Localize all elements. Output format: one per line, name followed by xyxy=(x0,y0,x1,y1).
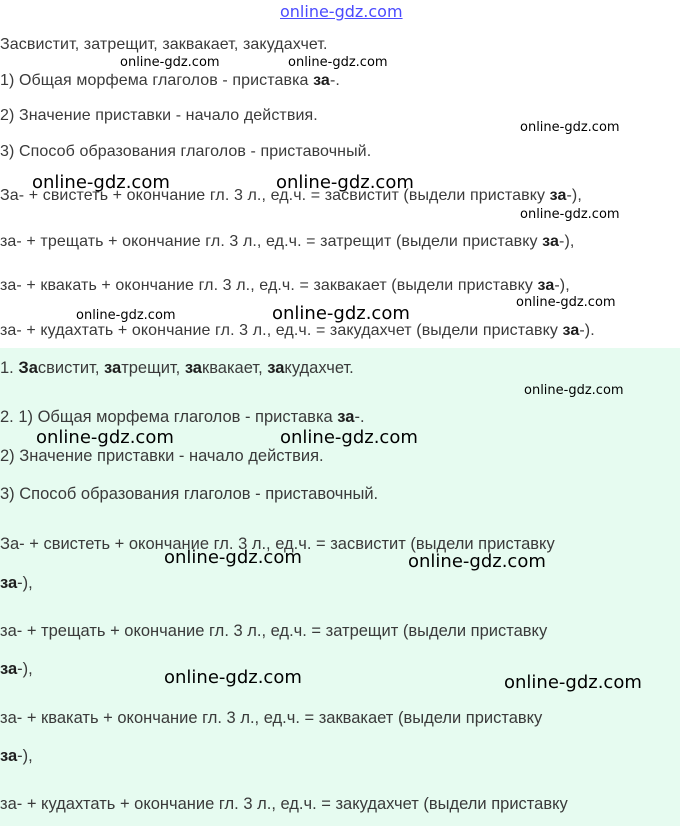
section2-row-2: за- + трещать + окончание гл. 3 л., ед.ч. = затрещит (выдели приставку xyxy=(0,622,548,640)
section2-point1: 2. 1) Общая морфема глаголов - приставка за-. xyxy=(0,408,365,426)
section1-row-1: За- + свистеть + окончание гл. 3 л., ед.ч. = засвистит (выдели приставку за-), xyxy=(0,187,582,204)
section2-point2: 2) Значение приставки - начало действия. xyxy=(0,447,324,465)
watermark: online-gdz.com xyxy=(516,295,616,310)
watermark: online-gdz.com xyxy=(408,551,546,572)
watermark: online-gdz.com xyxy=(32,172,170,193)
section2-point3: 3) Способ образования глаголов - приставочный. xyxy=(0,485,379,503)
section1-point3: 3) Способ образования глаголов - приставочный. xyxy=(0,143,372,160)
watermark: online-gdz.com xyxy=(120,55,220,70)
section1-row-3: за- + квакать + окончание гл. 3 л., ед.ч. = заквакает (выдели приставку за-), xyxy=(0,277,570,294)
section1-heading: Засвистит, затрещит, заквакает, закудахчет. xyxy=(0,36,328,53)
section2-row-1-end: за-), xyxy=(0,574,33,592)
section1-row-4: за- + кудахтать + окончание гл. 3 л., ед.ч. = закудахчет (выдели приставку за-). xyxy=(0,322,595,339)
section1-point2: 2) Значение приставки - начало действия. xyxy=(0,107,318,124)
watermark: online-gdz.com xyxy=(272,303,410,324)
section2-row-4: за- + кудахтать + окончание гл. 3 л., ед.ч. = закудахчет (выдели приставку xyxy=(0,795,568,813)
watermark: online-gdz.com xyxy=(164,547,302,568)
watermark: online-gdz.com xyxy=(36,427,174,448)
section1-point1: 1) Общая морфема глаголов - приставка за-. xyxy=(0,72,340,89)
watermark: online-gdz.com xyxy=(76,308,176,323)
watermark: online-gdz.com xyxy=(164,667,302,688)
section2-row-3: за- + квакать + окончание гл. 3 л., ед.ч. = заквакает (выдели приставку xyxy=(0,709,543,727)
watermark: online-gdz.com xyxy=(504,672,642,693)
watermark: online-gdz.com xyxy=(276,172,414,193)
watermark-header: online-gdz.com xyxy=(280,2,403,21)
section2-line1: 1. Засвистит, затрещит, заквакает, закудахчет. xyxy=(0,359,354,377)
section2-row-1: За- + свистеть + окончание гл. 3 л., ед.ч. = засвистит (выдели приставку xyxy=(0,535,555,553)
watermark: online-gdz.com xyxy=(280,427,418,448)
watermark: online-gdz.com xyxy=(520,120,620,135)
watermark: online-gdz.com xyxy=(524,383,624,398)
watermark: online-gdz.com xyxy=(520,207,620,222)
section2-row-3-end: за-), xyxy=(0,747,33,765)
section1-row-2: за- + трещать + окончание гл. 3 л., ед.ч. = затрещит (выдели приставку за-), xyxy=(0,233,575,250)
watermark: online-gdz.com xyxy=(288,55,388,70)
section2-row-2-end: за-), xyxy=(0,660,33,678)
